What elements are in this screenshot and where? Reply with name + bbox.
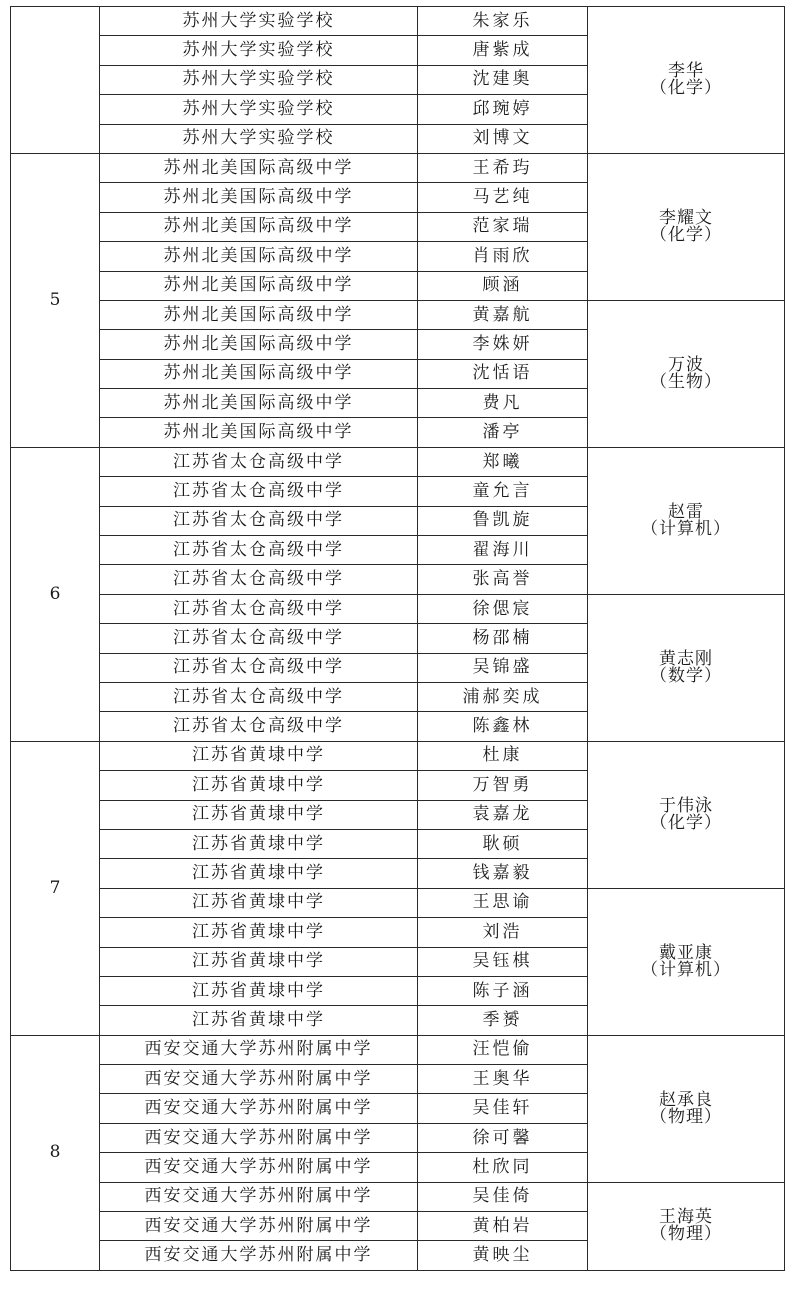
student-name-cell: 杨邵楠 <box>418 624 588 653</box>
school-cell: 江苏省太仓高级中学 <box>100 506 418 535</box>
table-row <box>11 741 785 770</box>
student-name-cell: 黄柏岩 <box>418 1212 588 1241</box>
school-cell: 江苏省黄埭中学 <box>100 976 418 1005</box>
student-name-cell: 潘亭 <box>418 418 588 447</box>
student-name-cell: 翟海川 <box>418 536 588 565</box>
school-cell: 苏州北美国际高级中学 <box>100 271 418 300</box>
student-name-cell: 肖雨欣 <box>418 242 588 271</box>
student-name-cell: 刘浩 <box>418 918 588 947</box>
student-name-cell: 陈子涵 <box>418 976 588 1005</box>
school-cell: 西安交通大学苏州附属中学 <box>100 1094 418 1123</box>
student-name-cell: 黄嘉航 <box>418 300 588 329</box>
school-cell: 江苏省太仓高级中学 <box>100 712 418 741</box>
table-row <box>11 1035 785 1064</box>
roster-table <box>10 6 785 1271</box>
teacher-cell <box>588 741 785 888</box>
student-name-cell: 唐紫成 <box>418 36 588 65</box>
school-cell: 江苏省黄埭中学 <box>100 741 418 770</box>
school-cell: 苏州大学实验学校 <box>100 95 418 124</box>
student-name-cell: 袁嘉龙 <box>418 800 588 829</box>
teacher-subject: （物理） <box>650 1224 722 1245</box>
student-name-cell: 马艺纯 <box>418 183 588 212</box>
group-number-cell: 5 <box>11 153 100 447</box>
teacher-subject: （数学） <box>650 665 722 686</box>
group-number-cell: 7 <box>11 741 100 1035</box>
school-cell: 西安交通大学苏州附属中学 <box>100 1035 418 1064</box>
school-cell: 苏州大学实验学校 <box>100 7 418 36</box>
student-name-cell: 杜欣同 <box>418 1153 588 1182</box>
teacher-name: 万波 <box>668 354 704 375</box>
student-name-cell: 范家瑞 <box>418 212 588 241</box>
school-cell: 江苏省黄埭中学 <box>100 859 418 888</box>
teacher-cell <box>588 1035 785 1182</box>
school-cell: 苏州北美国际高级中学 <box>100 242 418 271</box>
school-cell: 苏州北美国际高级中学 <box>100 359 418 388</box>
school-cell: 江苏省太仓高级中学 <box>100 565 418 594</box>
student-name-cell: 邱琬婷 <box>418 95 588 124</box>
teacher-subject: （计算机） <box>641 959 731 980</box>
table-row <box>11 300 785 329</box>
teacher-cell <box>588 300 785 447</box>
school-cell: 江苏省黄埭中学 <box>100 1006 418 1035</box>
student-name-cell: 沈建奥 <box>418 65 588 94</box>
teacher-subject: （物理） <box>650 1106 722 1127</box>
teacher-name: 赵承良 <box>659 1089 713 1110</box>
teacher-cell <box>588 447 785 594</box>
teacher-cell <box>588 153 785 300</box>
school-cell: 江苏省太仓高级中学 <box>100 653 418 682</box>
table-row <box>11 447 785 476</box>
group-number-cell <box>11 7 100 154</box>
student-name-cell: 费凡 <box>418 389 588 418</box>
student-name-cell: 李姝妍 <box>418 330 588 359</box>
student-name-cell: 郑曦 <box>418 447 588 476</box>
school-cell: 苏州大学实验学校 <box>100 36 418 65</box>
school-cell: 苏州北美国际高级中学 <box>100 389 418 418</box>
teacher-cell <box>588 888 785 1035</box>
teacher-name: 王海英 <box>659 1207 713 1228</box>
teacher-subject: （计算机） <box>641 518 731 539</box>
school-cell: 西安交通大学苏州附属中学 <box>100 1123 418 1152</box>
student-name-cell: 吴佳轩 <box>418 1094 588 1123</box>
teacher-name: 李华 <box>668 60 704 81</box>
teacher-subject: （生物） <box>650 371 722 392</box>
teacher-name: 赵雷 <box>668 501 704 522</box>
student-name-cell: 张高誉 <box>418 565 588 594</box>
school-cell: 江苏省黄埭中学 <box>100 771 418 800</box>
school-cell: 西安交通大学苏州附属中学 <box>100 1212 418 1241</box>
school-cell: 苏州北美国际高级中学 <box>100 300 418 329</box>
school-cell: 苏州北美国际高级中学 <box>100 330 418 359</box>
student-name-cell: 徐可馨 <box>418 1123 588 1152</box>
school-cell: 苏州北美国际高级中学 <box>100 418 418 447</box>
teacher-subject: （化学） <box>650 77 722 98</box>
school-cell: 苏州大学实验学校 <box>100 65 418 94</box>
teacher-name: 黄志刚 <box>659 648 713 669</box>
student-name-cell: 童允言 <box>418 477 588 506</box>
table-row <box>11 594 785 623</box>
school-cell: 苏州北美国际高级中学 <box>100 153 418 182</box>
school-cell: 江苏省太仓高级中学 <box>100 447 418 476</box>
student-name-cell: 沈恬语 <box>418 359 588 388</box>
group-number-cell: 8 <box>11 1035 100 1270</box>
school-cell: 江苏省黄埭中学 <box>100 888 418 917</box>
student-name-cell: 吴锦盛 <box>418 653 588 682</box>
student-name-cell: 王希玙 <box>418 153 588 182</box>
student-name-cell: 汪恺偷 <box>418 1035 588 1064</box>
school-cell: 苏州北美国际高级中学 <box>100 183 418 212</box>
student-name-cell: 吴钰棋 <box>418 947 588 976</box>
school-cell: 江苏省太仓高级中学 <box>100 536 418 565</box>
group-number-cell: 6 <box>11 447 100 741</box>
school-cell: 西安交通大学苏州附属中学 <box>100 1153 418 1182</box>
school-cell: 西安交通大学苏州附属中学 <box>100 1065 418 1094</box>
school-cell: 江苏省太仓高级中学 <box>100 624 418 653</box>
table-row <box>11 1182 785 1211</box>
table-row <box>11 153 785 182</box>
student-name-cell: 耿硕 <box>418 829 588 858</box>
school-cell: 江苏省太仓高级中学 <box>100 682 418 711</box>
teacher-name: 于伟泳 <box>659 795 713 816</box>
student-name-cell: 钱嘉毅 <box>418 859 588 888</box>
student-name-cell: 朱家乐 <box>418 7 588 36</box>
school-cell: 江苏省黄埭中学 <box>100 947 418 976</box>
table-row <box>11 7 785 36</box>
student-name-cell: 陈鑫林 <box>418 712 588 741</box>
school-cell: 江苏省太仓高级中学 <box>100 594 418 623</box>
roster-sheet <box>10 6 784 1283</box>
teacher-name: 李耀文 <box>659 207 713 228</box>
student-name-cell: 吴佳倚 <box>418 1182 588 1211</box>
table-row <box>11 888 785 917</box>
student-name-cell: 万智勇 <box>418 771 588 800</box>
student-name-cell: 顾涵 <box>418 271 588 300</box>
teacher-cell <box>588 594 785 741</box>
school-cell: 西安交通大学苏州附属中学 <box>100 1182 418 1211</box>
student-name-cell: 杜康 <box>418 741 588 770</box>
student-name-cell: 季赟 <box>418 1006 588 1035</box>
student-name-cell: 徐偲宸 <box>418 594 588 623</box>
student-name-cell: 王思谕 <box>418 888 588 917</box>
student-name-cell: 浦郝奕成 <box>418 682 588 711</box>
roster-body <box>11 7 785 1271</box>
student-name-cell: 黄映尘 <box>418 1241 588 1270</box>
student-name-cell: 刘博文 <box>418 124 588 153</box>
school-cell: 江苏省黄埭中学 <box>100 829 418 858</box>
school-cell: 江苏省黄埭中学 <box>100 800 418 829</box>
teacher-subject: （化学） <box>650 224 722 245</box>
school-cell: 苏州大学实验学校 <box>100 124 418 153</box>
teacher-name: 戴亚康 <box>659 942 713 963</box>
teacher-cell <box>588 7 785 154</box>
teacher-subject: （化学） <box>650 812 722 833</box>
student-name-cell: 王奥华 <box>418 1065 588 1094</box>
school-cell: 江苏省黄埭中学 <box>100 918 418 947</box>
teacher-cell <box>588 1182 785 1270</box>
student-name-cell: 鲁凯旋 <box>418 506 588 535</box>
school-cell: 江苏省太仓高级中学 <box>100 477 418 506</box>
school-cell: 苏州北美国际高级中学 <box>100 212 418 241</box>
school-cell: 西安交通大学苏州附属中学 <box>100 1241 418 1270</box>
